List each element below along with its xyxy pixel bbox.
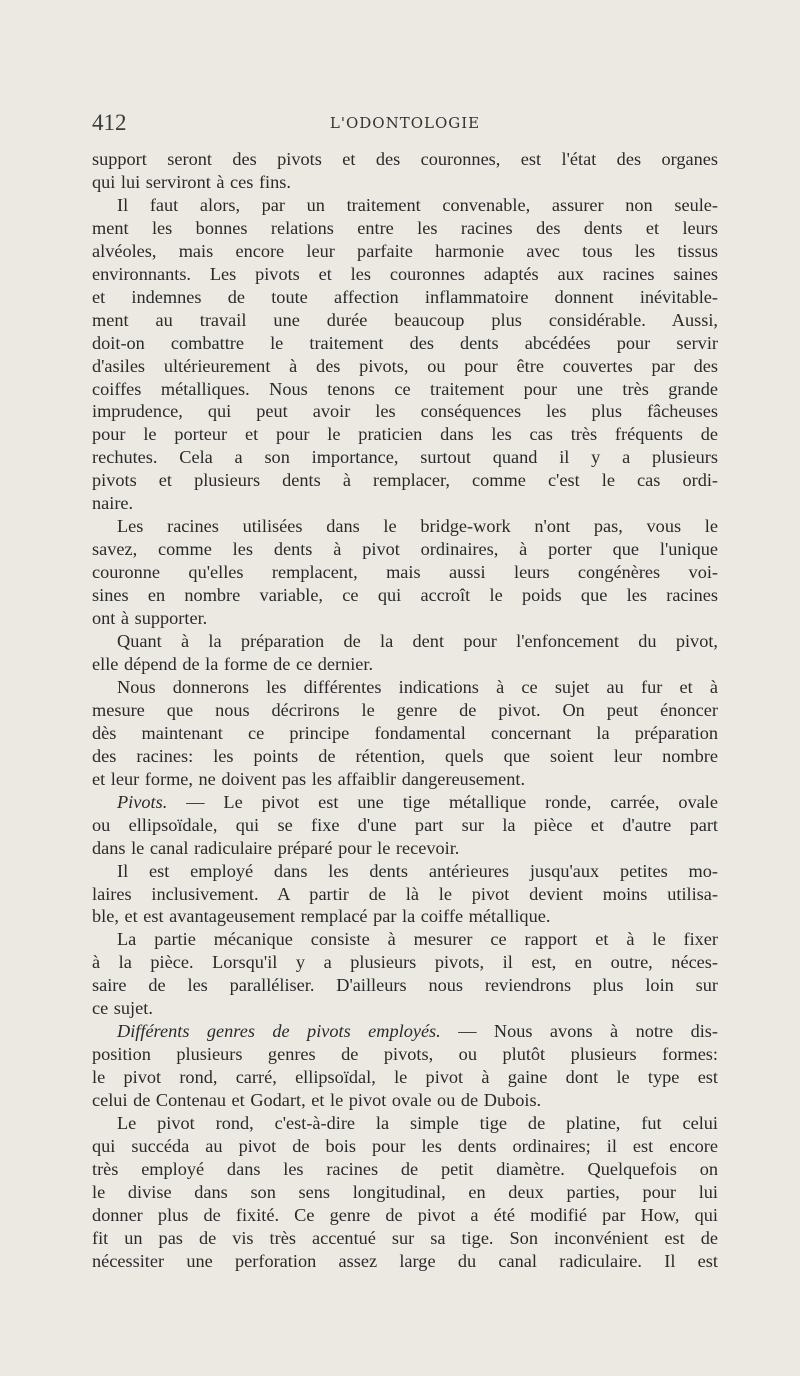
line-text: imprudence, qui peut avoir les conséquences les plus fâcheuses xyxy=(92,401,718,422)
line-text: dès maintenant ce principe fondamental concernant la préparation xyxy=(92,722,718,743)
text-line xyxy=(92,630,718,653)
line-text: des racines: les points de rétention, quels que soient leur nombre xyxy=(92,745,718,766)
line-text: pour le porteur et pour le praticien dans les cas très fréquents de xyxy=(92,424,718,445)
text-line xyxy=(92,837,718,860)
text-line xyxy=(92,378,718,401)
text-line xyxy=(92,1066,718,1089)
text-line xyxy=(92,1043,718,1066)
italic-heading: Pivots. xyxy=(117,791,168,812)
text-line xyxy=(92,699,718,722)
page-number: 412 xyxy=(92,110,127,135)
line-text: ou ellipsoïdale, qui se fixe d'une part sur la pièce et d'autre part xyxy=(92,814,718,835)
text-line xyxy=(92,148,718,171)
line-text: rechutes. Cela a son importance, surtout quand il y a plusieurs xyxy=(92,447,718,468)
page-header xyxy=(92,110,718,140)
text-line xyxy=(92,951,718,974)
line-text: le pivot rond, carré, ellipsoïdal, le pivot à gaine dont le type est xyxy=(92,1067,718,1088)
line-text: ce sujet. xyxy=(92,998,153,1019)
line-text: — Nous avons à notre dis- xyxy=(458,1021,718,1042)
running-title: L'ODONTOLOGIE xyxy=(329,114,481,132)
text-line xyxy=(92,1204,718,1227)
text-line xyxy=(92,791,718,814)
line-text: qui succéda au pivot de bois pour les dents ordinaires; il est encore xyxy=(92,1135,718,1156)
text-line xyxy=(92,1089,718,1112)
text-line xyxy=(92,745,718,768)
line-text: Nous donnerons les différentes indications à ce sujet au fur et à xyxy=(117,676,718,697)
italic-heading: Différents genres de pivots employés. xyxy=(117,1021,441,1042)
text-line xyxy=(92,676,718,699)
text-line xyxy=(92,217,718,240)
text-line xyxy=(92,194,718,217)
text-line xyxy=(92,1112,718,1135)
line-text: Le pivot rond, c'est-à-dire la simple tige de platine, fut celui xyxy=(117,1113,718,1134)
line-text: et indemnes de toute affection inflammatoire donnent inévitable- xyxy=(92,286,718,307)
text-line xyxy=(92,974,718,997)
line-text: sines en nombre variable, ce qui accroît le poids que les racines xyxy=(92,585,718,606)
text-line xyxy=(92,561,718,584)
text-line xyxy=(92,1181,718,1204)
line-text: ment les bonnes relations entre les racines des dents et leurs xyxy=(92,217,718,238)
text-line xyxy=(92,423,718,446)
line-text: le divise dans son sens longitudinal, en deux parties, pour lui xyxy=(92,1181,718,1202)
line-text: Les racines utilisées dans le bridge-work n'ont pas, vous le xyxy=(117,516,718,537)
text-line xyxy=(92,446,718,469)
text-line xyxy=(92,1020,718,1043)
line-text: ont à supporter. xyxy=(92,608,208,629)
line-text: celui de Contenau et Godart, et le pivot ovale ou de Dubois. xyxy=(92,1090,542,1111)
text-line xyxy=(92,768,718,791)
line-text: savez, comme les dents à pivot ordinaires, à porter que l'unique xyxy=(92,539,718,560)
line-text: Quant à la préparation de la dent pour l'enfoncement du pivot, xyxy=(117,631,718,652)
text-line xyxy=(92,332,718,355)
line-text: saire de les paralléliser. D'ailleurs nous reviendrons plus loin sur xyxy=(92,975,718,996)
text-line xyxy=(92,171,718,194)
line-text: naire. xyxy=(92,493,134,514)
text-line xyxy=(92,263,718,286)
line-text: doit-on combattre le traitement des dents abcédées pour servir xyxy=(92,332,718,353)
text-line xyxy=(92,860,718,883)
text-line xyxy=(92,492,718,515)
line-text: qui lui serviront à ces fins. xyxy=(92,171,291,192)
text-line xyxy=(92,928,718,951)
text-line xyxy=(92,1135,718,1158)
text-line xyxy=(92,355,718,378)
line-text: nécessiter une perforation assez large du canal radiculaire. Il est xyxy=(92,1250,718,1271)
line-text: — Le pivot est une tige métallique ronde, carrée, ovale xyxy=(186,791,718,812)
text-line xyxy=(92,286,718,309)
text-line xyxy=(92,905,718,928)
text-line xyxy=(92,607,718,630)
text-line xyxy=(92,1158,718,1181)
text-line xyxy=(92,515,718,538)
text-line xyxy=(92,653,718,676)
text-line xyxy=(92,584,718,607)
line-text: mesure que nous décrirons le genre de pivot. On peut énoncer xyxy=(92,699,718,720)
line-text: coiffes métalliques. Nous tenons ce traitement pour une très grande xyxy=(92,378,718,399)
text-line xyxy=(92,1227,718,1250)
text-line xyxy=(92,240,718,263)
text-line xyxy=(92,814,718,837)
line-text: environnants. Les pivots et les couronnes adaptés aux racines saines xyxy=(92,263,718,284)
line-text: à la pièce. Lorsqu'il y a plusieurs pivots, il est, en outre, néces- xyxy=(92,952,718,973)
body-text xyxy=(92,148,718,1273)
line-text: alvéoles, mais encore leur parfaite harmonie avec tous les tissus xyxy=(92,240,718,261)
text-line xyxy=(92,883,718,906)
text-line xyxy=(92,400,718,423)
line-text: ble, et est avantageusement remplacé par la coiffe métallique. xyxy=(92,906,551,927)
text-line xyxy=(92,1250,718,1273)
line-text: fit un pas de vis très accentué sur sa tige. Son inconvénient est de xyxy=(92,1227,718,1248)
text-line xyxy=(92,722,718,745)
line-text: couronne qu'elles remplacent, mais aussi leurs congénères voi- xyxy=(92,562,718,583)
line-text: ment au travail une durée beaucoup plus considérable. Aussi, xyxy=(92,309,718,330)
text-line xyxy=(92,469,718,492)
line-text: elle dépend de la forme de ce dernier. xyxy=(92,653,374,674)
text-line xyxy=(92,538,718,561)
line-text: Il faut alors, par un traitement convenable, assurer non seule- xyxy=(117,194,718,215)
line-text: dans le canal radiculaire préparé pour le recevoir. xyxy=(92,837,460,858)
line-text: laires inclusivement. A partir de là le pivot devient moins utilisa- xyxy=(92,883,718,904)
line-text: La partie mécanique consiste à mesurer ce rapport et à le fixer xyxy=(117,929,718,950)
line-text: très employé dans les racines de petit diamètre. Quelquefois on xyxy=(92,1158,718,1179)
line-text: support seront des pivots et des couronnes, est l'état des organes xyxy=(92,149,718,169)
line-text: Il est employé dans les dents antérieures jusqu'aux petites mo- xyxy=(117,860,718,881)
line-text: et leur forme, ne doivent pas les affaiblir dangereusement. xyxy=(92,768,526,789)
text-line xyxy=(92,997,718,1020)
line-text: pivots et plusieurs dents à remplacer, comme c'est le cas ordi- xyxy=(92,470,718,491)
line-text: donner plus de fixité. Ce genre de pivot a été modifié par How, qui xyxy=(92,1204,718,1225)
text-line xyxy=(92,309,718,332)
line-text: d'asiles ultérieurement à des pivots, ou pour être couvertes par des xyxy=(92,355,718,376)
line-text: position plusieurs genres de pivots, ou plutôt plusieurs formes: xyxy=(92,1044,718,1065)
